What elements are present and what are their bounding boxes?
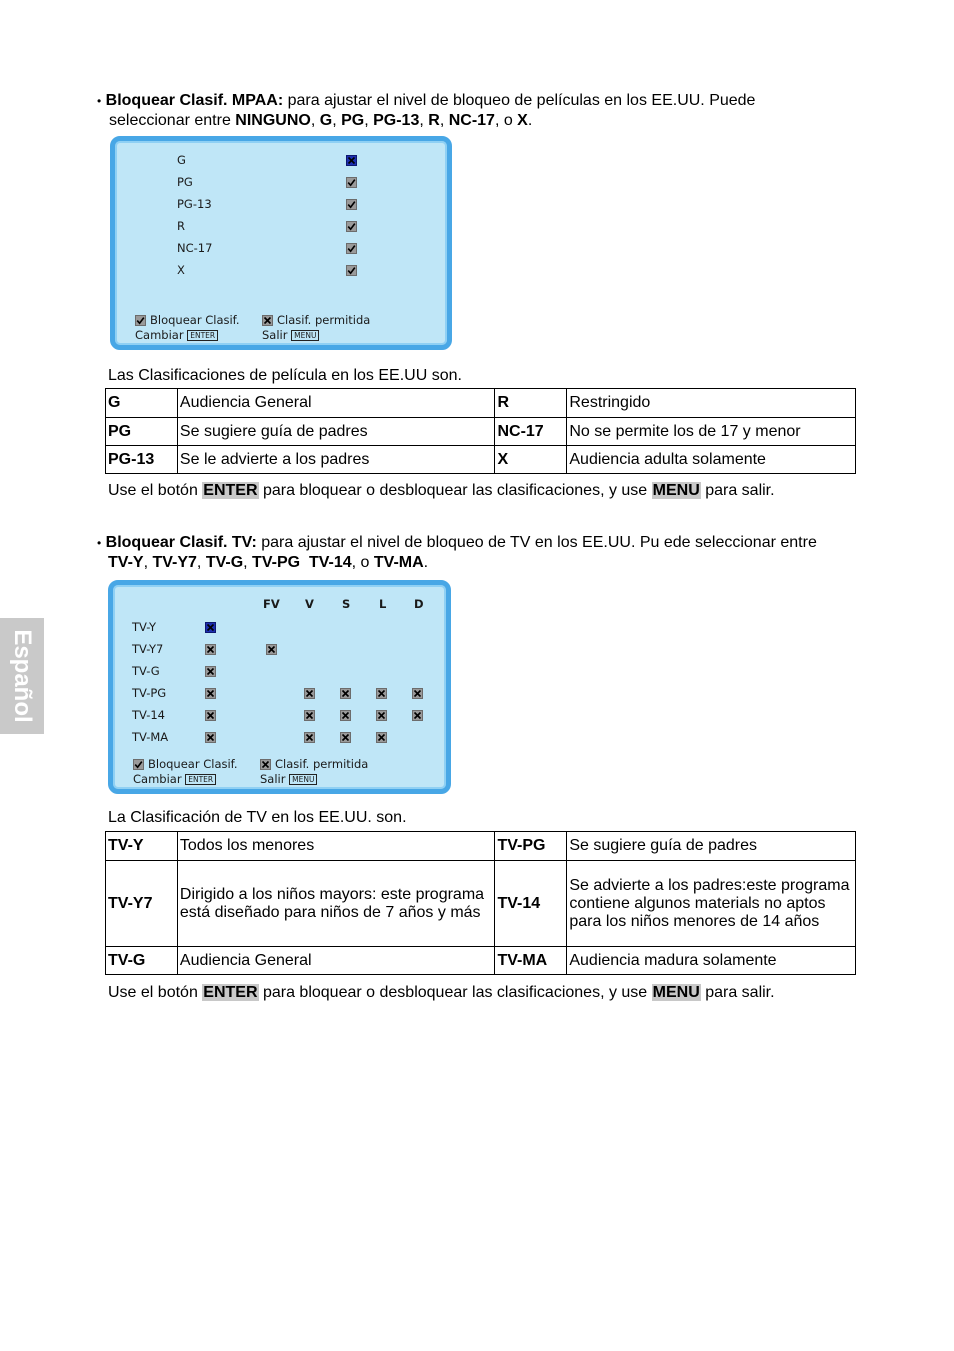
tv-column-header: D [414,597,424,611]
exit-hint [262,328,319,342]
rating-code: TV-14 [495,861,567,947]
mpaa-table-caption: Las Clasificaciones de película en los EE.UU son. [108,367,462,384]
rating-code: NC-17 [495,418,567,446]
rating-desc: Restringido [567,389,856,418]
tv-rating-label: TV-G [132,664,160,678]
rating-code: PG [106,418,178,446]
x-icon[interactable] [205,688,216,699]
note-text: Use el botón [108,984,203,1001]
x-icon[interactable] [205,622,216,633]
opt: PG [341,112,365,129]
x-icon[interactable] [340,710,351,721]
opt: G [319,112,333,129]
enter-key: ENTER [187,330,218,341]
check-icon[interactable] [346,221,357,232]
opt: PG-13 [373,112,420,129]
tv-table-caption: La Clasificación de TV en los EE.UU. son. [108,809,407,826]
sep: , [332,112,342,129]
x-icon[interactable] [304,710,315,721]
table-row [106,947,856,975]
bullet: • [97,94,102,108]
tv-text1: para ajustar el nivel de bloqueo de TV en los EE.UU. Pu ede seleccionar entre [256,534,817,551]
rating-code: R [495,389,567,418]
tv-rating-label: TV-MA [132,730,169,744]
note-text: para salir. [700,984,775,1001]
note-text: para salir. [700,482,775,499]
mpaa-rating-label: PG [177,175,193,189]
note-text: para bloquear o desbloquear las clasificaciones, y use [258,482,652,499]
check-icon[interactable] [346,177,357,188]
sep: , [364,112,374,129]
legend-block-label: Bloquear Clasif. [150,313,240,327]
mpaa-usage-note [108,481,775,500]
change-label: Cambiar [135,328,184,342]
rating-desc: Dirigido a los niños mayors: este programa está diseñado para niños de 7 años y más [177,861,495,947]
tv-rating-label: TV-Y [132,620,157,634]
opt: X [517,112,528,129]
opt: NINGUNO [235,112,311,129]
rating-code: TV-Y [106,832,178,861]
mpaa-text2: seleccionar entre [109,112,236,129]
rating-desc: Audiencia General [177,389,495,418]
note-text: Use el botón [108,482,203,499]
rating-desc: Se sugiere guía de padres [567,832,856,861]
mpaa-rating-label: X [177,263,185,277]
mpaa-intro [97,91,877,130]
rating-code: TV-MA [495,947,567,975]
sep: . [423,554,429,571]
rating-desc: Audiencia madura solamente [567,947,856,975]
rating-desc: Se sugiere guía de padres [177,418,495,446]
rating-desc: Audiencia General [177,947,495,975]
sep: , [243,554,253,571]
tv-rating-label: TV-PG [132,686,167,700]
menu-key: MENU [289,774,317,785]
rating-desc: Audiencia adulta solamente [567,446,856,474]
tv-rating-label: TV-Y7 [132,642,164,656]
opt: TV-PG [252,554,301,571]
tv-column-header: S [342,597,351,611]
legend-block-label: Bloquear Clasif. [148,757,238,771]
x-icon[interactable] [304,688,315,699]
check-icon[interactable] [346,265,357,276]
check-icon[interactable] [346,243,357,254]
rating-code: TV-G [106,947,178,975]
rating-desc: Se advierte a los padres:este programa contiene algunos materials no aptos para los niños menores de 14 años [567,861,856,947]
check-icon [133,759,144,770]
rating-code: X [495,446,567,474]
menu-key-label: MENU [652,482,700,499]
sep: , [196,554,206,571]
x-icon[interactable] [304,732,315,743]
exit-label: Salir [260,772,286,786]
language-side-tab [0,618,44,734]
sep: , o [494,112,518,129]
change-label: Cambiar [133,772,182,786]
check-icon [135,315,146,326]
exit-label: Salir [262,328,288,342]
mpaa-rating-label: NC-17 [177,241,213,255]
enter-key: ENTER [185,774,216,785]
enter-key-label: ENTER [203,984,258,1001]
language-label: Español [9,629,36,723]
legend-allow-label: Clasif. permitida [277,313,371,327]
mpaa-osd-screen [110,136,452,350]
opt: TV-Y [108,554,144,571]
legend-allow-label: Clasif. permitida [275,757,369,771]
sep: , [143,554,153,571]
sep: , [310,112,320,129]
x-icon[interactable] [205,644,216,655]
mpaa-text1: para ajustar el nivel de bloqueo de películas en los EE.UU. Puede [283,92,756,109]
x-icon[interactable] [346,155,357,166]
rating-code: TV-PG [495,832,567,861]
table-row [106,389,856,418]
mpaa-title: Bloquear Clasif. MPAA: [105,92,284,109]
tv-rating-label: TV-14 [132,708,166,722]
mpaa-rating-label: PG-13 [177,197,212,211]
sep [300,554,309,571]
opt: TV-14 [308,554,352,571]
tv-intro [97,533,897,572]
change-hint [135,328,218,342]
opt: R [428,112,440,129]
table-row [106,446,856,474]
tv-column-header: V [305,597,314,611]
x-icon[interactable] [376,710,387,721]
tv-column-header: L [379,597,387,611]
x-icon[interactable] [266,644,277,655]
tv-column-header: FV [263,597,280,611]
x-icon[interactable] [412,688,423,699]
menu-key: MENU [291,330,319,341]
rating-code: G [106,389,178,418]
rating-desc: Se le advierte a los padres [177,446,495,474]
opt: NC-17 [448,112,495,129]
x-icon[interactable] [205,732,216,743]
mpaa-rating-label: G [177,153,186,167]
mpaa-rating-table [105,388,856,474]
rating-desc: Todos los menores [177,832,495,861]
rating-code: PG-13 [106,446,178,474]
x-icon[interactable] [376,732,387,743]
mpaa-rating-label: R [177,219,185,233]
x-icon[interactable] [376,688,387,699]
exit-hint [260,772,317,786]
opt: TV-MA [373,554,424,571]
table-row [106,418,856,446]
note-text: para bloquear o desbloquear las clasificaciones, y use [258,984,652,1001]
rating-desc: No se permite los de 17 y menor [567,418,856,446]
change-hint [133,772,216,786]
tv-usage-note [108,983,775,1002]
tv-title: Bloquear Clasif. TV: [105,534,257,551]
sep: , [419,112,429,129]
x-icon [262,315,273,326]
opt: TV-Y7 [152,554,197,571]
x-icon[interactable] [205,710,216,721]
bullet: • [97,536,102,550]
tv-osd-screen [108,580,451,794]
sep: , [439,112,449,129]
table-row [106,861,856,947]
rating-code: TV-Y7 [106,861,178,947]
x-icon[interactable] [340,688,351,699]
sep: . [527,112,533,129]
x-icon [260,759,271,770]
check-icon[interactable] [346,199,357,210]
x-icon[interactable] [340,732,351,743]
tv-rating-table [105,831,856,975]
table-row [106,832,856,861]
menu-key-label: MENU [652,984,700,1001]
sep: , o [351,554,374,571]
enter-key-label: ENTER [203,482,258,499]
x-icon[interactable] [205,666,216,677]
opt: TV-G [205,554,244,571]
x-icon[interactable] [412,710,423,721]
